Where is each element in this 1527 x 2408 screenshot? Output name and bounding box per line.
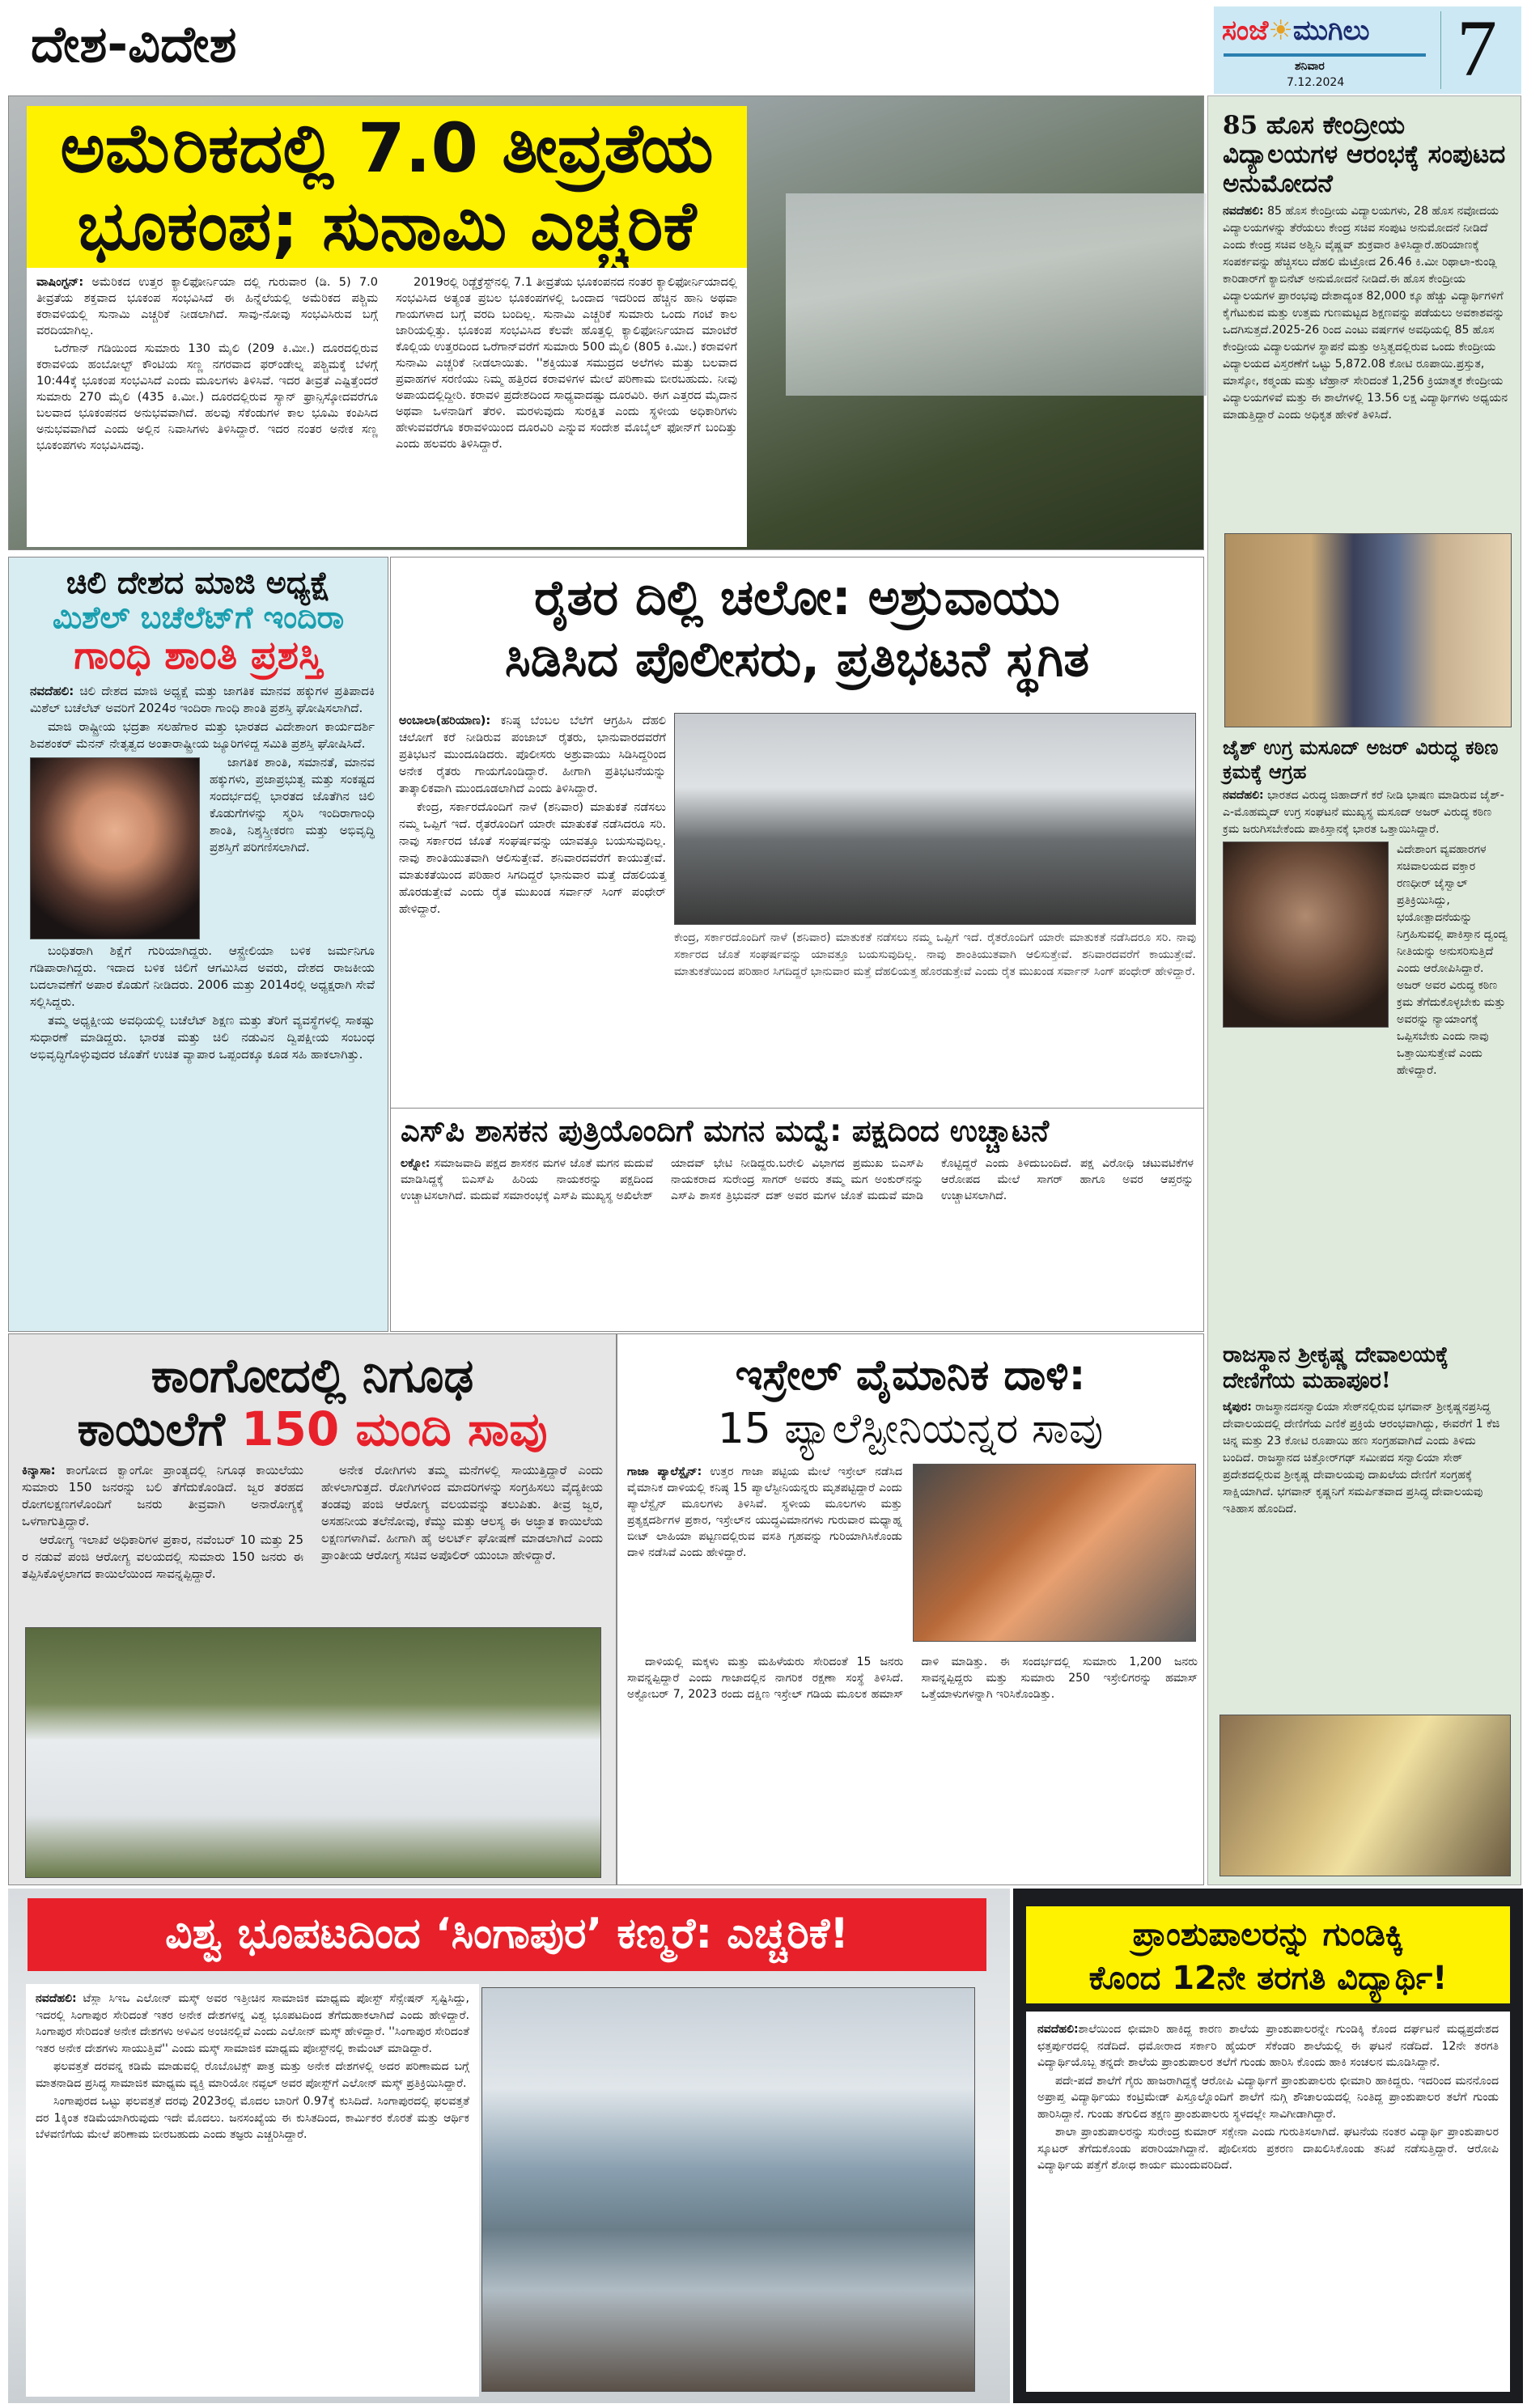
paragraph: ವಿದೇಶಾಂಗ ವ್ಯವಹಾರಗಳ ಸಚಿವಾಲಯದ ವಕ್ತಾರ ರಣಧೀರ್ ಜೈಸ್ವಾಲ್ ಪ್ರತಿಕ್ರಿಯಿಸಿದ್ದು, ಭಯೋತ್ಪಾದನೆಯನ್ನು ನಿಗ್ರಹಿಸುವಲ್ಲಿ ಪಾಕಿಸ್ತಾನ ದ್ವಂದ್ವ ನೀತಿಯನ್ನು ಅನುಸರಿಸುತ್ತಿದೆ ಎಂದು ಆರೋಪಿಸಿದ್ದಾರೆ. ಅಜರ್ ಅವರ ವಿರುದ್ಧ ಕಠಿಣ ಕ್ರಮ ತೆಗೆದುಕೊಳ್ಳಬೇಕು ಮತ್ತು ಅವರನ್ನು ನ್ಯಾಯಾಂಗಕ್ಕೆ ಒಪ್ಪಿಸಬೇಕು ಎಂದು ನಾವು ಒತ್ತಾಯಿಸುತ್ತೇವೆ ಎಂದು ಹೇಳಿದ್ದಾರೆ. [1397, 843, 1508, 1077]
paragraph: ಸಮಾಜವಾದಿ ಪಕ್ಷದ ಶಾಸಕನ ಮಗಳ ಜೊತೆ ಮಗನ ಮದುವೆ ಮಾಡಿಸಿದ್ದಕ್ಕೆ ಬಿಎಸ್‌ಪಿ ಹಿರಿಯ ನಾಯಕರನ್ನು ಪಕ್ಷದಿಂದ ಉಚ್ಚಾಟಿಸಲಾಗಿದೆ. ಮದುವೆ ಸಮಾರಂಭಕ್ಕೆ ಎಸ್‌ಪಿ ಮುಖ್ಯಸ್ಥ ಅಖಿಲೇಶ್ ಯಾದವ್ ಭೇಟಿ ನೀಡಿದ್ದರು.ಬರೇಲಿ ವಿಭಾಗದ ಪ್ರಮುಖ ಬಿಎಸ್‌ಪಿ ನಾಯಕರಾದ ಸುರೇಂದ್ರ ಸಾಗರ್ ಅವರು ತಮ್ಮ ಮಗ ಅಂಕುರ್‌ನನ್ನು ಎಸ್‌ಪಿ ಶಾಸಕ ತ್ರಿಭುವನ್ ದತ್ ಅವರ ಮಗಳ ಜೊತೆ ಮದುವೆ ಮಾಡಿ ಕೊಟ್ಟಿದ್ದರೆ ಎಂದು ತಿಳಿದುಬಂದಿದೆ. ಪಕ್ಷ ವಿರೋಧಿ ಚಟುವಟಿಕೆಗಳ ಆರೋಪದ ಮೇಲೆ ಸಾಗರ್ ಹಾಗೂ ಅವರ ಆಪ್ತರನ್ನು ಉಚ್ಚಾಟಿಸಲಾಗಿದೆ. [401, 1157, 1194, 1202]
sp-article [390, 1109, 1204, 1332]
day: ಶನಿವಾರ [1295, 60, 1325, 73]
dateline: ಜೈಪುರ: [1223, 1401, 1252, 1414]
donation-photo [1219, 1715, 1511, 1876]
singapore-skyline-photo [481, 1987, 975, 2392]
quake-body [27, 268, 747, 547]
rajasthan-headline: ರಾಜಸ್ಥಾನ ಶ್ರೀಕೃಷ್ಣ ದೇವಾಲಯಕ್ಕೆ ದೇಣಿಗೆಯ ಮಹಾಪೂರ! [1223, 1342, 1449, 1393]
masood-azhar-photo [1223, 842, 1389, 1028]
paragraph: ತಮ್ಮ ಅಧ್ಯಕ್ಷೀಯ ಅವಧಿಯಲ್ಲಿ ಬಚೆಲೆಟ್ ಶಿಕ್ಷಣ ಮತ್ತು ತೆರಿಗೆ ವ್ಯವಸ್ಥೆಗಳಲ್ಲಿ ಸಾಕಷ್ಟು ಸುಧಾರಣೆ ಮಾಡಿದ್ದರು. ಭಾರತ ಮತ್ತು ಚಿಲಿ ನಡುವಿನ ದ್ವಿಪಕ್ಷೀಯ ಸಂಬಂಧ ಅಭಿವೃದ್ಧಿಗೊಳ್ಳುವುದರ ಜೊತೆಗೆ ಉಚಿತ ವ್ಯಾಪಾರ ಒಪ್ಪಂದಕ್ಕೂ ಕೂಡ ಸಹಿ ಹಾಕಲಾಗಿತ್ತು. [30, 1012, 375, 1062]
logo-red: ಸಂಜೆ [1222, 15, 1269, 47]
paragraph: ಅನೇಕ ರೋಗಿಗಳು ತಮ್ಮ ಮನೆಗಳಲ್ಲಿ ಸಾಯುತ್ತಿದ್ದಾರೆ ಎಂದು ಹೇಳಲಾಗುತ್ತದೆ. ರೋಗಿಗಳಿಂದ ಮಾದರಿಗಳನ್ನು ಸಂಗ್ರಹಿಸಲು ವೈದ್ಯಕೀಯ ತಂಡವು ಪಂಜಿ ಆರೋಗ್ಯ ವಲಯವನ್ನು ತಲುಪಿತು. ತೀವ್ರ ಜ್ವರ, ಅಸಹನೀಯ ತಲೆನೋವು, ಕೆಮ್ಮು ಮತ್ತು ಆಲಸ್ಯ ಈ ಅಜ್ಞಾತ ಕಾಯಿಲೆಯ ಲಕ್ಷಣಗಳಾಗಿವೆ. ಹೀಗಾಗಿ ಹೈ ಅಲರ್ಟ್ ಘೋಷಣೆ ಮಾಡಲಾಗಿದೆ ಎಂದು ಪ್ರಾಂತೀಯ ಆರೋಗ್ಯ ಸಚಿವ ಅಪೊಲಿರ್ ಯುಂಬಾ ಹೇಳಿದ್ದಾರೆ. [321, 1463, 603, 1562]
paragraph: ಚಿಲಿ ದೇಶದ ಮಾಜಿ ಅಧ್ಯಕ್ಷೆ ಮತ್ತು ಜಾಗತಿಕ ಮಾನವ ಹಕ್ಕುಗಳ ಪ್ರತಿಪಾದಕಿ ಮಿಶೆಲ್ ಬಚೆಲೆಟ್ ಅವರಿಗೆ 2024ರ ಇಂದಿರಾ ಗಾಂಧಿ ಶಾಂತಿ ಪ್ರಶಸ್ತಿ ಘೋಷಿಸಲಾಗಿದೆ. [30, 683, 375, 715]
paragraph: ಕನಿಷ್ಠ ಬೆಂಬಲ ಬೆಲೆಗೆ ಆಗ್ರಹಿಸಿ ದೆಹಲಿ ಚಲೋಗೆ ಕರೆ ನೀಡಿರುವ ಪಂಜಾಬ್ ರೈತರು, ಭಾನುವಾರದವರೆಗೆ ಪ್ರತಿಭಟನೆ ಮುಂದೂಡಿದರು. ಪೊಲೀಸರು ಅಶ್ರುವಾಯು ಸಿಡಿಸಿದ್ದರಿಂದ ಅನೇಕ ರೈತರು ಗಾಯಗೊಂಡಿದ್ದಾರೆ. ಹೀಗಾಗಿ ಪ್ರತಿಭಟನೆಯನ್ನು ತಾತ್ಕಾಲಿಕವಾಗಿ ಮುಂದೂಡಲಾಗಿದೆ ಎಂದು ತಿಳಿಸಿದ್ದಾರೆ. [399, 714, 666, 795]
paragraph: ಫಲವತ್ತತೆ ದರವನ್ನ ಕಡಿಮೆ ಮಾಡುವಲ್ಲಿ ರೊಬೊಟಿಕ್ಸ್ ಪಾತ್ರ ಮತ್ತು ಅನೇಕ ದೇಶಗಳಲ್ಲಿ ಅದರ ಪರಿಣಾಮದ ಬಗ್ಗೆ ಮಾತನಾಡಿದ ಪ್ರಸಿದ್ಧ ಸಾಮಾಜಿಕ ಮಾಧ್ಯಮ ವ್ಯಕ್ತಿ ಮಾರಿಯೋ ನವ್ಫಲ್ ಅವರ ಪೋಸ್ಟ್‌ಗೆ ಎಲೋನ್ ಮಸ್ಕ್ ಪ್ರತಿಕ್ರಿಯಿಸಿದ್ದಾರೆ. [36, 2060, 469, 2090]
headline-line: ಭೂಕಂಪ; ಸುನಾಮಿ ಎಚ್ಚರಿಕೆ [77, 186, 697, 265]
paragraph: 2019ರಲ್ಲಿ ರಿಡ್ಜೆಕ್ರೆಸ್ಟ್‌ನಲ್ಲಿ 7.1 ತೀವ್ರತೆಯ ಭೂಕಂಪನದ ನಂತರ ಕ್ಯಾಲಿಫೋರ್ನಿಯಾದಲ್ಲಿ ಸಂಭವಿಸಿದ ಅತ್ಯಂತ ಪ್ರಬಲ ಭೂಕಂಪಗಳಲ್ಲಿ ಒಂದಾದ ಇದರಿಂದ ಹೆಚ್ಚಿನ ಹಾನಿ ಅಥವಾ ಗಾಯಗಳಾದ ಬಗ್ಗೆ ವರದಿ ಬಂದಿಲ್ಲ. ಸುನಾಮಿ ಎಚ್ಚರಿಕೆ ಸುಮಾರು ಒಂದು ಗಂಟೆ ಕಾಲ ಜಾರಿಯಲ್ಲಿತ್ತು. ಭೂಕಂಪ ಸಂಭವಿಸಿದ ಕೆಲವೇ ಹೊತ್ತಲ್ಲಿ ಕ್ಯಾಲಿಫೋರ್ನಿಯಾದ ಮಾಂಟೆರೆ ಕೊಲ್ಲಿಯ ಉತ್ತರದಿಂದ ಒರೆಗಾನ್‌ವರೆಗೆ ಸುಮಾರು 500 ಮೈಲಿ (805 ಕಿ.ಮೀ.) ಕರಾವಳಿಗೆ ಸುನಾಮಿ ಎಚ್ಚರಿಕೆ ನೀಡಲಾಯಿತು. ''ಶಕ್ತಿಯುತ ಸಮುದ್ರದ ಅಲೆಗಳು ಮತ್ತು ಬಲವಾದ ಪ್ರವಾಹಗಳ ಸರಣಿಯು ನಿಮ್ಮ ಹತ್ತಿರದ ಕರಾವಳಿಗಳ ಮೇಲೆ ಪರಿಣಾಮ ಬೀರಬಹುದು. ನೀವು ಅಪಾಯದಲ್ಲಿದ್ದೀರಿ. ಕರಾವಳಿ ಪ್ರದೇಶದಿಂದ ಸಾಧ್ಯವಾದಷ್ಟು ದೂರವಿರಿ. ಈಗ ಎತ್ತರದ ಮೈದಾನ ಅಥವಾ ಒಳನಾಡಿಗೆ ತೆರಳಿ. ಮರಳುವುದು ಸುರಕ್ಷಿತ ಎಂದು ಸ್ಥಳೀಯ ಅಧಿಕಾರಿಗಳು ಹೇಳುವವರೆಗೂ ಕರಾವಳಿಯಿಂದ ದೂರವಿರಿ ಎನ್ನುವ ಸಂದೇಶ ಮೊಬೈಲ್ ಫೋನ್‌ಗೆ ಬಂದಿತ್ತು ಎಂದು ಹಲವರು ತಿಳಿಸಿದ್ದಾರೆ. [396, 276, 737, 451]
paragraph: ದಾಳಿಯಲ್ಲಿ ಮಕ್ಕಳು ಮತ್ತು ಮಹಿಳೆಯರು ಸೇರಿದಂತೆ 15 ಜನರು ಸಾವನ್ನಪ್ಪಿದ್ದಾರೆ ಎಂದು ಗಾಜಾದಲ್ಲಿನ ನಾಗರಿಕ ರಕ್ಷಣಾ ಸಂಸ್ಥೆ ತಿಳಿಸಿದೆ. ಅಕ್ಟೋಬರ್ 7, 2023 ರಂದು ದಕ್ಷಿಣ ಇಸ್ರೇಲ್ ಗಡಿಯ ಮೂಲಕ ಹಮಾಸ್ ದಾಳಿ ಮಾಡಿತ್ತು. ಈ ಸಂದರ್ಭದಲ್ಲಿ ಸುಮಾರು 1,200 ಜನರು ಸಾವನ್ನಪ್ಪಿದ್ದರು ಮತ್ತು ಸುಮಾರು 250 ಇಸ್ರೇಲಿಗರನ್ನು ಹಮಾಸ್ ಒತ್ತೆಯಾಳುಗಳನ್ನಾಗಿ ಇರಿಸಿಕೊಂಡಿತ್ತು. [627, 1656, 1198, 1701]
date: 7.12.2024 [1287, 76, 1345, 89]
paragraph: ಬಂಧಿತರಾಗಿ ಶಿಕ್ಷೆಗೆ ಗುರಿಯಾಗಿದ್ದರು. ಆಸ್ಟ್ರೇಲಿಯಾ ಬಳಿಕ ಜರ್ಮನಿಗೂ ಗಡಿಪಾರಾಗಿದ್ದರು. ಇದಾದ ಬಳಿಕ ಚಿಲಿಗೆ ಆಗಮಿಸಿದ ಅವರು, ದೇಶದ ರಾಜಕೀಯ ಬದಲಾವಣೆಗೆ ಅಪಾರ ಕೊಡುಗೆ ನೀಡಿದರು. 2006 ಮತ್ತು 2014ರಲ್ಲಿ ಅಧ್ಯಕ್ಷರಾಗಿ ಸೇವೆ ಸಲ್ಲಿಸಿದ್ದರು. [30, 943, 375, 1009]
congo-article [8, 1333, 617, 1885]
congo-headline [9, 1349, 616, 1456]
sp-headline: ಎಸ್‌ಪಿ ಶಾಸಕನ ಪುತ್ರಿಯೊಂದಿಗೆ ಮಗನ ಮದ್ವೆ: ಪಕ್ಷದಿಂದ ಉಚ್ಚಾಟನೆ [401, 1113, 1050, 1148]
dateline: ಅಂಬಾಲಾ(ಹರಿಯಾಣ): [399, 714, 491, 727]
quake-article [8, 95, 1204, 550]
principal-article [1013, 1889, 1523, 2403]
farmers-article [390, 557, 1204, 1109]
headline-line: ಅಮೆರಿಕದಲ್ಲಿ 7.0 ತೀವ್ರತೆಯ [60, 108, 714, 188]
headline-line: ಪ್ರಾಂಶುಪಾಲರನ್ನು ಗುಂಡಿಕ್ಕಿ [1132, 1916, 1404, 1953]
chile-headline [9, 566, 388, 678]
paragraph: ಭಾರತದ ವಿರುದ್ಧ ಜಿಹಾದ್‌ಗೆ ಕರೆ ನೀಡಿ ಭಾಷಣ ಮಾಡಿರುವ ಜೈಶ್-ಎ-ಮೊಹಮ್ಮದ್ ಉಗ್ರ ಸಂಘಟನೆ ಮುಖ್ಯಸ್ಥ ಮಸೂದ್ ಅಜರ್ ವಿರುದ್ಧ ಕಠಿಣ ಕ್ರಮ ಜರುಗಿಸಬೇಕೆಂದು ಪಾಕಿಸ್ತಾನಕ್ಕೆ ಭಾರತ ಒತ್ತಾಯಿಸಿದ್ದಾರೆ. [1223, 789, 1504, 836]
headline-line: ಕಾಯಿಲೆಗೆ [77, 1401, 225, 1456]
headline-line: ಕಾಂಗೋದಲ್ಲಿ ನಿಗೂಢ [151, 1348, 474, 1403]
paragraph: 85 ಹೊಸ ಕೇಂದ್ರೀಯ ವಿದ್ಯಾಲಯಗಳು, 28 ಹೊಸ ನವೋದಯ ವಿದ್ಯಾಲಯಗಳನ್ನು ತೆರೆಯಲು ಕೇಂದ್ರ ಸಚಿವ ಸಂಪುಟ ಅನುಮೋದನೆ ನೀಡಿದೆ ಎಂದು ಕೇಂದ್ರ ಸಚಿವ ಅಶ್ವಿನಿ ವೈಷ್ಣವ್ ಶುಕ್ರವಾರ ತಿಳಿಸಿದ್ದಾರೆ.ಹರಿಯಾಣಕ್ಕೆ ಸಂಪರ್ಕವನ್ನು ಹೆಚ್ಚಿಸಲು ದೆಹಲಿ ಮೆಟ್ರೋದ 26.46 ಕಿ.ಮೀ ರಿಥಾಲಾ-ಕುಂಡ್ಲಿ ಕಾರಿಡಾರ್‌ಗೆ ಕ್ಯಾಬಿನೆಟ್ ಅನುಮೋದನೆ ನೀಡಿದೆ.ಈ ಹೊಸ ಕೇಂದ್ರೀಯ ವಿದ್ಯಾಲಯಗಳ ಪ್ರಾರಂಭವು ದೇಶಾದ್ಯಂತ 82,000 ಕ್ಕೂ ಹೆಚ್ಚು ವಿದ್ಯಾರ್ಥಿಗಳಿಗೆ ಕೈಗೆಟುಕುವ ಮತ್ತು ಉತ್ತಮ ಗುಣಮಟ್ಟದ ಶಿಕ್ಷಣವನ್ನು ಪಡೆಯಲು ಅವಕಾಶವನ್ನು ಒದಗಿಸುತ್ತದೆ.2025-26 ರಿಂದ ಎಂಟು ವರ್ಷಗಳ ಅವಧಿಯಲ್ಲಿ 85 ಹೊಸ ಕೇಂದ್ರೀಯ ವಿದ್ಯಾಲಯಗಳ ಸ್ಥಾಪನೆ ಮತ್ತು ಅಸ್ತಿತ್ವದಲ್ಲಿರುವ ಒಂದು ಕೇಂದ್ರೀಯ ವಿದ್ಯಾಲಯದ ವಿಸ್ತರಣೆಗೆ ಒಟ್ಟು 5,872.08 ಕೋಟಿ ರೂಪಾಯಿ.ಪ್ರಸ್ತುತ, ಮಾಸ್ಕೋ, ಕಠ್ಮಂಡು ಮತ್ತು ಟೆಹ್ರಾನ್ ಸೇರಿದಂತೆ 1,256 ಕ್ರಿಯಾತ್ಮಕ ಕೇಂದ್ರೀಯ ವಿದ್ಯಾಲಯಗಳಿವೆ ಮತ್ತು ಈ ಶಾಲೆಗಳಲ್ಲಿ 13.56 ಲಕ್ಷ ವಿದ್ಯಾರ್ಥಿಗಳು ಅಧ್ಯಯನ ಮಾಡುತ್ತಿದ್ದಾರೆ ಎಂದು ಅಧಿಕೃತ ಹೇಳಿಕೆ ತಿಳಿಸಿದೆ. [1223, 205, 1508, 422]
page-number: 7 [1457, 3, 1497, 93]
principal-headline [1026, 1906, 1510, 2003]
logo [1222, 15, 1369, 47]
leaders-photo [1224, 533, 1512, 727]
singapore-headline: ವಿಶ್ವ ಭೂಪಟದಿಂದ ‘ಸಿಂಗಾಪುರ’ ಕಣ್ಮರೆ: ಎಚ್ಚರಿಕೆ! [28, 1898, 986, 1971]
dateline: ಕಿನ್ಶಾಸಾ: [22, 1463, 56, 1477]
headline-line: ಇಸ್ರೇಲ್ ವೈಮಾನಿಕ ದಾಳಿ: [735, 1351, 1086, 1400]
health-workers-photo [25, 1627, 601, 1878]
paragraph: ರಾಜಸ್ಥಾನದಸನ್ವಾಲಿಯಾ ಸೇಠ್‌ನಲ್ಲಿರುವ ಭಗವಾನ್ ಶ್ರೀಕೃಷ್ಣನಪ್ರಸಿದ್ಧ ದೇವಾಲಯದಲ್ಲಿ ದೇಣಿಗೆಯ ಎಣಿಕೆ ಪ್ರಕ್ರಿಯೆ ಆರಂಭವಾಗಿದ್ದು, ಈವರೆಗೆ 1 ಕೆಜಿ ಚಿನ್ನ ಮತ್ತು 23 ಕೋಟಿ ರೂಪಾಯಿ ಹಣ ಸಂಗ್ರಹವಾಗಿದೆ ಎಂದು ತಿಳಿದು ಬಂದಿದೆ. ರಾಜಸ್ಥಾನದ ಚಿತ್ತೋರ್‌ಗಢ್ ಸಮೀಪದ ಸನ್ವಾಲಿಯಾ ಸೇಠ್ ಪ್ರದೇಶದಲ್ಲಿರುವ ಶ್ರೀಕೃಷ್ಣ ದೇವಾಲಯವು ದಾಖಲೆಯ ದೇಣಿಗೆ ಸಂಗ್ರಹಕ್ಕೆ ಸಾಕ್ಷಿಯಾಗಿದೆ. ಭಗವಾನ್ ಕೃಷ್ಣನಿಗೆ ಸಮರ್ಪಿತವಾದ ಪ್ರಸಿದ್ಧ ದೇವಾಲಯವು ಇತಿಹಾಸ ಹೊಂದಿದೆ. [1223, 1401, 1500, 1516]
dateline: ನವದೆಹಲಿ: [1223, 789, 1264, 802]
quake-headline [27, 106, 747, 268]
rajasthan-article [1223, 1342, 1510, 1518]
paragraph: ಅಮೆರಿಕದ ಉತ್ತರ ಕ್ಯಾಲಿಫೋರ್ನಿಯಾ ದಲ್ಲಿ ಗುರುವಾರ (ಡಿ. 5) 7.0 ತೀವ್ರತೆಯ ಶಕ್ತವಾದ ಭೂಕಂಪ ಸಂಭವಿಸಿದೆ ಈ ಹಿನ್ನೆಲೆಯಲ್ಲಿ ಅಮೆರಿಕದ ಪಶ್ಚಿಮ ಕರಾವಳಿಯಲ್ಲಿ ಸುನಾಮಿ ಎಚ್ಚರಿಕೆ ನೀಡಲಾಗಿದೆ. ಸಾವು-ನೋವು ಸಂಭವಿಸಿರುವ ಬಗ್ಗೆ ವರದಿಯಾಗಿಲ್ಲ. [36, 276, 378, 337]
paragraph: ಶಾಲಾ ಪ್ರಾಂಶುಪಾಲರನ್ನು ಸುರೇಂದ್ರ ಕುಮಾರ್ ಸಕ್ಸೇನಾ ಎಂದು ಗುರುತಿಸಲಾಗಿದೆ. ಘಟನೆಯ ನಂತರ ವಿದ್ಯಾರ್ಥಿ ಪ್ರಾಂಶುಪಾಲರ ಸ್ಕೂಟರ್ ತೆಗೆದುಕೊಂಡು ಪರಾರಿಯಾಗಿದ್ದಾನೆ. ಪೊಲೀಸರು ಪ್ರಕರಣ ದಾಖಲಿಸಿಕೊಂಡು ತನಿಖೆ ನಡೆಸುತ್ತಿದ್ದಾರೆ. ಆರೋಪಿ ವಿದ್ಯಾರ್ಥಿಯ ಪತ್ತೆಗೆ ಶೋಧ ಕಾರ್ಯ ಮುಂದುವರಿದಿದೆ. [1037, 2126, 1499, 2172]
logo-dark: ಮುಗಿಲು [1292, 15, 1370, 47]
divider [1440, 11, 1441, 89]
gaza-strike-photo [913, 1464, 1196, 1642]
dateline: ನವದೆಹಲಿ: [1223, 205, 1264, 218]
israel-article [617, 1333, 1204, 1885]
paragraph: ಸಿಂಗಾಪುರದ ಒಟ್ಟು ಫಲವತ್ತತೆ ದರವು 2023ರಲ್ಲಿ ಮೊದಲ ಬಾರಿಗೆ 0.97ಕ್ಕೆ ಕುಸಿದಿದೆ. ಸಿಂಗಾಪುರದಲ್ಲಿ ಫಲವತ್ತತೆ ದರ 1ಕ್ಕಿಂತ ಕಡಿಮೆಯಾಗಿರುವುದು ಇದೇ ಮೊದಲು. ಜನಸಂಖ್ಯೆಯ ಈ ಕುಸಿತದಿಂದ, ಕಾರ್ಮಿಕರ ಕೊರತೆ ಮತ್ತು ಆರ್ಥಿಕ ಬೆಳವಣಿಗೆಯ ಮೇಲೆ ಪರಿಣಾಮ ಬೀರಬಹುದು ಎಂದು ತಜ್ಞರು ಎಚ್ಚರಿಸಿದ್ದಾರೆ. [36, 2095, 469, 2141]
paragraph: ಪದೇ-ಪದೆ ಶಾಲೆಗೆ ಗೈರು ಹಾಜರಾಗಿದ್ದಕ್ಕೆ ಆರೋಪಿ ವಿದ್ಯಾರ್ಥಿಗೆ ಪ್ರಾಂಶುಪಾಲರು ಛೀಮಾರಿ ಹಾಕಿದ್ದರು. ಇದರಿಂದ ಮನನೊಂದ ಅಪ್ರಾಪ್ತ ವಿದ್ಯಾರ್ಥಿಯು ಕಂಟ್ರಿಮೇಡ್ ಪಿಸ್ತೂಲ್ನೊಂದಿಗೆ ಶಾಲೆಗೆ ನುಗ್ಗಿ ಶೌಚಾಲಯದಲ್ಲಿ ನಿಂತಿದ್ದ ಪ್ರಾಂಶುಪಾಲರ ತಲೆಗೆ ಗುಂಡು ಹಾರಿಸಿದ್ದಾನೆ. ಗುಂಡು ತಗುಲಿದ ತಕ್ಷಣ ಪ್ರಾಂಶುಪಾಲರು ಸ್ಥಳದಲ್ಲೇ ಸಾವಿಗೀಡಾಗಿದ್ದಾರೆ. [1037, 2074, 1499, 2121]
jaish-article [1223, 736, 1510, 1295]
paragraph: ಟೆಸ್ಲಾ ಸಿಇಒ ಎಲೋನ್ ಮಸ್ಕ್ ಅವರ ಇತ್ತೀಚಿನ ಸಾಮಾಜಿಕ ಮಾಧ್ಯಮ ಪೋಸ್ಟ್ ಸೆನ್ಸೇಷನ್ ಸೃಷ್ಟಿಸಿದ್ದು, ಇದರಲ್ಲಿ ಸಿಂಗಾಪುರ ಸೇರಿದಂತೆ ಇತರ ಅನೇಕ ದೇಶಗಳನ್ನ ವಿಶ್ವ ಭೂಪಟದಿಂದ ತೆಗೆದುಹಾಕಲಾಗಿದೆ ಎಂದು ಹೇಳಿದ್ದಾರೆ. ಸಿಂಗಾಪುರ ಸೇರಿದಂತೆ ಅನೇಕ ದೇಶಗಳು ಅಳಿವಿನ ಅಂಚಿನಲ್ಲಿವೆ ಎಂದು ಎಲೋನ್ ಮಸ್ಕ್ ಹೇಳಿದ್ದಾರೆ. ''ಸಿಂಗಾಪುರ ಸೇರಿದಂತೆ ಇತರ ಅನೇಕ ದೇಶಗಳು ಸಾಯುತ್ತಿವೆ'' ಎಂದು ಮಸ್ಕ್ ಸಾಮಾಜಿಕ ಮಾಧ್ಯಮ ಪೋಸ್ಟ್‌ನಲ್ಲಿ ಕಾಮೆಂಟ್ ಮಾಡಿದ್ದಾರೆ. [36, 1992, 470, 2055]
headline-red: 150 ಮಂದಿ ಸಾವು [241, 1401, 548, 1456]
kv-article [1223, 111, 1510, 424]
dateline: ನವದೆಹಲಿ: [1037, 2023, 1079, 2036]
headline-line: ಮಿಶೆಲ್ ಬಚೆಲೆಟ್‌ಗೆ ಇಂದಿರಾ [52, 599, 345, 635]
headline-line: ಕೊಂದ 12ನೇ ತರಗತಿ ವಿದ್ಯಾರ್ಥಿ! [1088, 1960, 1448, 1997]
dateline: ಲಕ್ನೋ: [401, 1157, 431, 1170]
headline-line: 15 ಪ್ಯಾಲೆಸ್ಟೀನಿಯನ್ನರ ಸಾವು [717, 1405, 1104, 1453]
headline-line: ಸಿಡಿಸಿದ ಪೊಲೀಸರು, ಪ್ರತಿಭಟನೆ ಸ್ಥಗಿತ [504, 631, 1090, 688]
paragraph: ಕೇಂದ್ರ, ಸರ್ಕಾರದೊಂದಿಗೆ ನಾಳೆ (ಶನಿವಾರ) ಮಾತುಕತೆ ನಡೆಸಲು ನಮ್ಮ ಒಪ್ಪಿಗೆ ಇದೆ. ರೈತರೊಂದಿಗೆ ಯಾರೇ ಮಾತುಕತೆ ನಡೆಸಿದರೂ ಸರಿ. ನಾವು ಸರ್ಕಾರದ ಜೊತೆ ಸಂಘರ್ಷವನ್ನು ಯಾವತ್ತೂ ಬಯಸುವುದಿಲ್ಲ. ನಾವು ಶಾಂತಿಯುತವಾಗಿ ಆಲಿಸುತ್ತೇವೆ. ಶನಿವಾರದವರೆಗೆ ಕಾಯುತ್ತೇವೆ. ಮಾತುಕತೆಯಿಂದ ಪರಿಹಾರ ಸಿಗದಿದ್ದರೆ ಭಾನುವಾರ ಮತ್ತೆ ದೆಹಲಿಯತ್ತ ಹೊರಡುತ್ತೇವೆ ಎಂದು ರೈತ ಮುಖಂಡ ಸರ್ವಾನ್ ಸಿಂಗ್ ಪಂಧೇರ್ ಹೇಳಿದ್ದಾರೆ. [399, 801, 666, 916]
masthead-rule [1224, 53, 1426, 57]
paragraph: ಕಾಂಗೋದ ಕ್ವಾಂಗೋ ಪ್ರಾಂತ್ಯದಲ್ಲಿ ನಿಗೂಢ ಕಾಯಿಲೆಯು ಸುಮಾರು 150 ಜನರನ್ನು ಬಲಿ ತೆಗೆದುಕೊಂಡಿದೆ. ಜ್ವರ ತರಹದ ರೋಗಲಕ್ಷಣಗಳೊಂದಿಗೆ ಜನರು ತೀವ್ರವಾಗಿ ಅನಾರೋಗ್ಯಕ್ಕೆ ಒಳಗಾಗುತ್ತಿದ್ದಾರೆ. [22, 1463, 303, 1528]
jaish-headline: ಜೈಶ್ ಉಗ್ರ ಮಸೂದ್ ಅಜರ್ ವಿರುದ್ಧ ಕಠಿಣ ಕ್ರಮಕ್ಕೆ ಆಗ್ರಹ [1223, 736, 1499, 783]
sea-photo [786, 193, 1207, 396]
headline-line: ಚಿಲಿ ದೇಶದ ಮಾಜಿ ಅಧ್ಯಕ್ಷೆ [66, 565, 331, 600]
farmers-protest-photo [674, 713, 1196, 925]
right-column [1207, 95, 1521, 1885]
dateline: ವಾಷಿಂಗ್ಟನ್: [36, 276, 84, 289]
headline-line: ರೈತರ ದಿಲ್ಲಿ ಚಲೋ: ಅಶ್ರುವಾಯು [534, 570, 1060, 626]
paragraph: ಶಾಲೆಯಿಂದ ಛೀಮಾರಿ ಹಾಕಿದ್ದ ಕಾರಣ ಶಾಲೆಯ ಪ್ರಾಂಶುಪಾಲರನ್ನೇ ಗುಂಡಿಕ್ಕಿ ಕೊಂದ ದರ್ಘಟನೆ ಮಧ್ಯಪ್ರದೇಶದ ಛತ್ತರ್ಪುರದಲ್ಲಿ ನಡೆದಿದೆ. ಧಮೋರಾದ ಸರ್ಕಾರಿ ಹೈಯರ್ ಸೆಕೆಂಡರಿ ಶಾಲೆಯಲ್ಲಿ ಈ ಘಟನೆ ನಡೆದಿದೆ. 12ನೇ ತರಗತಿ ವಿದ್ಯಾರ್ಥಿಯೊಬ್ಬ ತನ್ನದೇ ಶಾಲೆಯ ಪ್ರಾಂಶುಪಾಲರ ತಲೆಗೆ ಗುಂಡು ಹಾರಿಸಿ ಕೊಂದು ಹಾಕಿ ಸಂಚಲನ ಮೂಡಿಸಿದ್ದಾನೆ. [1037, 2023, 1499, 2069]
bachelet-photo [30, 757, 200, 939]
masthead [1214, 3, 1521, 94]
sun-icon: ☀ [1268, 15, 1293, 47]
dateline: ಗಾಜಾ ಪ್ಯಾಲೆಸ್ಟೈನ್: [627, 1465, 702, 1478]
farmers-headline [391, 567, 1203, 690]
headline-line: ಗಾಂಧಿ ಶಾಂತಿ ಪ್ರಶಸ್ತಿ [74, 633, 323, 679]
singapore-article [8, 1889, 1010, 2403]
paragraph: ಮಾಜಿ ರಾಷ್ಟ್ರೀಯ ಭದ್ರತಾ ಸಲಹೆಗಾರ ಮತ್ತು ಭಾರತದ ವಿದೇಶಾಂಗ ಕಾರ್ಯದರ್ಶಿ ಶಿವಶಂಕರ್ ಮೆನನ್ ನೇತೃತ್ವದ ಅಂತಾರಾಷ್ಟ್ರೀಯ ಜ್ಯೂರಿಗಳಿದ್ದ ಸಮಿತಿ ಪ್ರಶಸ್ತಿ ಘೋಷಿಸಿದೆ. [30, 719, 375, 751]
dateline: ನವದೆಹಲಿ: [30, 683, 74, 698]
section-title: ದೇಶ-ವಿದೇಶ [31, 15, 237, 74]
chile-article [8, 557, 388, 1332]
kv-headline: 85 ಹೊಸ ಕೇಂದ್ರೀಯ ವಿದ್ಯಾಲಯಗಳ ಆರಂಭಕ್ಕೆ ಸಂಪುಟದ ಅನುಮೋದನೆ [1223, 111, 1506, 198]
paragraph: ಉತ್ತರ ಗಾಜಾ ಪಟ್ಟಿಯ ಮೇಲೆ ಇಸ್ರೇಲ್ ನಡೆಸಿದ ವೈಮಾನಿಕ ದಾಳಿಯಲ್ಲಿ ಕನಿಷ್ಠ 15 ಪ್ಯಾಲೆಸ್ಟೀನಿಯನ್ನರು ಮೃತಪಟ್ಟಿದ್ದಾರೆ ಎಂದು ಪ್ಯಾಲೆಸ್ಟೈನ್ ಮೂಲಗಳು ತಿಳಿಸಿವೆ. ಸ್ಥಳೀಯ ಮೂಲಗಳು ಮತ್ತು ಪ್ರತ್ಯಕ್ಷದರ್ಶಿಗಳ ಪ್ರಕಾರ, ಇಸ್ರೇಲ್‌ನ ಯುದ್ಧವಿಮಾನಗಳು ಗುರುವಾರ ಮಧ್ಯಾಹ್ನ ಬೀಟ್ ಲಾಹಿಯಾ ಪಟ್ಟಣದಲ್ಲಿರುವ ವಸತಿ ಗೃಹವನ್ನು ಗುರಿಯಾಗಿಸಿಕೊಂಡು ದಾಳಿ ನಡೆಸಿವೆ ಎಂದು ಹೇಳಿದ್ದಾರೆ. [627, 1465, 902, 1559]
paragraph: ಆರೋಗ್ಯ ಇಲಾಖೆ ಅಧಿಕಾರಿಗಳ ಪ್ರಕಾರ, ನವೆಂಬರ್ 10 ಮತ್ತು 25 ರ ನಡುವೆ ಪಂಜಿ ಆರೋಗ್ಯ ವಲಯದಲ್ಲಿ ಸುಮಾರು 150 ಜನರು ಈ ತಪ್ಪಿಸಿಕೊಳ್ಳಲಾಗದ ಕಾಯಿಲೆಯಿಂದ ಸಾವನ್ನಪ್ಪಿದ್ದಾರೆ. [22, 1533, 303, 1581]
paragraph: ಜಾಗತಿಕ ಶಾಂತಿ, ಸಮಾನತೆ, ಮಾನವ ಹಕ್ಕುಗಳು, ಪ್ರಜಾಪ್ರಭುತ್ವ ಮತ್ತು ಸಂಕಷ್ಟದ ಸಂದರ್ಭದಲ್ಲಿ ಭಾರತದ ಜೊತೆಗಿನ ಚಿಲಿ ಕೊಡುಗೆಗಳನ್ನು ಸ್ಮರಿಸಿ ಇಂದಿರಾಗಾಂಧಿ ಶಾಂತಿ, ನಿಶ್ಶಸ್ತ್ರೀಕರಣ ಮತ್ತು ಅಭಿವೃದ್ಧಿ ಪ್ರಶಸ್ತಿಗೆ ಪರಿಗಣಿಸಲಾಗಿದೆ. [210, 754, 375, 854]
farmers-body-2: ಕೇಂದ್ರ, ಸರ್ಕಾರದೊಂದಿಗೆ ನಾಳೆ (ಶನಿವಾರ) ಮಾತುಕತೆ ನಡೆಸಲು ನಮ್ಮ ಒಪ್ಪಿಗೆ ಇದೆ. ರೈತರೊಂದಿಗೆ ಯಾರೇ ಮಾತುಕತೆ ನಡೆಸಿದರೂ ಸರಿ. ನಾವು ಸರ್ಕಾರದ ಜೊತೆ ಸಂಘರ್ಷವನ್ನು ಯಾವತ್ತೂ ಬಯಸುವುದಿಲ್ಲ. ನಾವು ಶಾಂತಿಯುತವಾಗಿ ಆಲಿಸುತ್ತೇವೆ. ಶನಿವಾರದವರೆಗೆ ಕಾಯುತ್ತೇವೆ. ಮಾತುಕತೆಯಿಂದ ಪರಿಹಾರ ಸಿಗದಿದ್ದರೆ ಭಾನುವಾರ ಮತ್ತೆ ದೆಹಲಿಯತ್ತ ಹೊರಡುತ್ತೇವೆ ಎಂದು ರೈತ ಮುಖಂಡ ಸರ್ವಾನ್ ಸಿಂಗ್ ಪಂಧೇರ್ ಹೇಳಿದ್ದಾರೆ. [674, 931, 1196, 978]
dateline: ನವದೆಹಲಿ: [36, 1992, 77, 2005]
paragraph: ಒರೆಗಾನ್ ಗಡಿಯಿಂದ ಸುಮಾರು 130 ಮೈಲಿ (209 ಕಿ.ಮೀ.) ದೂರದಲ್ಲಿರುವ ಕರಾವಳಿಯ ಹಂಬೋಲ್ಟ್ ಕೌಂಟಿಯ ಸಣ್ಣ ನಗರವಾದ ಫರ್‌ಂಡೇಲ್ನ ಪಶ್ಚಿಮಕ್ಕೆ ಬೆಳಗ್ಗೆ 10:44ಕ್ಕೆ ಭೂಕಂಪ ಸಂಭವಿಸಿದೆ ಎಂದು ಮೂಲಗಳು ತಿಳಿಸಿವೆ. ಇದರ ತೀವ್ರತೆ ಎಷ್ಟಿತ್ತೆಂದರೆ ಸುಮಾರು 270 ಮೈಲಿ (435 ಕಿ.ಮೀ.) ದೂರದಲ್ಲಿರುವ ಸ್ಯಾನ್ ಫ್ರಾನ್ಸಿಸ್ಕೋದವರೆಗೂ ಬಲವಾದ ಭೂಕಂಪನದ ಅನುಭವವಾಗಿದೆ. ಹಲವು ಸೆಕೆಂಡುಗಳ ಕಾಲ ಭೂಮಿ ಕಂಪಿಸಿದ ಅನುಭವವಾಗಿದೆ ಎಂದು ಅಲ್ಲಿನ ನಿವಾಸಿಗಳು ತಿಳಿಸಿದ್ದಾರೆ. ಇದರ ನಂತರ ಅನೇಕ ಸಣ್ಣ ಭೂಕಂಪಗಳು ಸಂಭವಿಸಿದವು. [36, 342, 378, 452]
israel-headline [617, 1349, 1203, 1456]
